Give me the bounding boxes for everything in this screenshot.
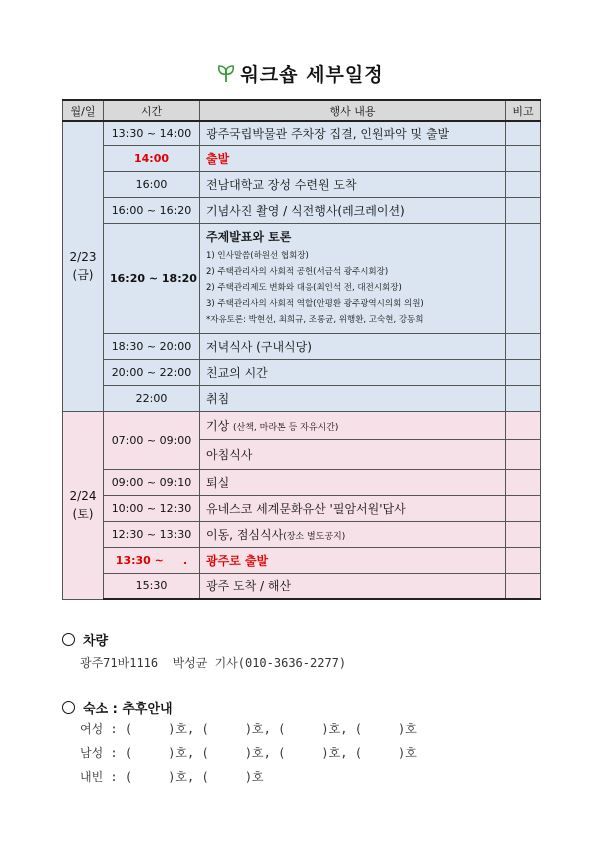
vehicle-detail: 광주71바1116 박성균 기사(010-3636-2277) bbox=[80, 656, 347, 670]
table-row: 16:00 ~ 16:20 기념사진 촬영 / 식전행사(레크레이션) bbox=[63, 197, 541, 223]
note-cell bbox=[506, 547, 541, 573]
note-cell bbox=[506, 521, 541, 547]
table-row: 15:30 광주 도착 / 해산 bbox=[63, 573, 541, 599]
note-cell bbox=[506, 121, 541, 145]
page-title: 워크숍 세부일정 bbox=[0, 60, 600, 87]
table-header bbox=[63, 100, 541, 121]
circle-bullet-icon bbox=[62, 701, 75, 714]
table-row: 16:20 ~ 18:20 주제발표와 토론 1) 인사말씀(하원선 협회장) 2) 주택관리사의 사회적 공헌(서금석 광주시회장) 2) 주택관리제도 변화와 대응(최인석 전, 대전시회장) 3) 주택관리사의 사회적 역할(안평환 광주광역시의회 의원) *자유토론: 박현선, 최희규, 조롱균, 위행환, 고숙현, 강동희 bbox=[63, 223, 541, 333]
date-cell-day1: 2/23 (금) bbox=[63, 121, 104, 411]
table-row: 2/23 (금) 13:30 ~ 14:00 광주국립박물관 주차장 집결, 인원파악 및 출발 bbox=[63, 121, 541, 145]
note-cell bbox=[506, 359, 541, 385]
table-row: 10:00 ~ 12:30 유네스코 세계문화유산 '필암서원'답사 bbox=[63, 495, 541, 521]
table-row: 2/24 (토) 07:00 ~ 09:00 기상 (산책, 마라톤 등 자유시간) bbox=[63, 411, 541, 439]
lodging-line-female: 여성 : ( )호, ( )호, ( )호, ( )호 bbox=[80, 722, 417, 736]
note-cell bbox=[506, 145, 541, 171]
note-cell bbox=[506, 439, 541, 469]
note-cell bbox=[506, 469, 541, 495]
note-cell bbox=[506, 495, 541, 521]
note-cell bbox=[506, 411, 541, 439]
note-cell bbox=[506, 333, 541, 359]
table-row: 18:30 ~ 20:00 저녁식사 (구내식당) bbox=[63, 333, 541, 359]
topic-cell: 주제발표와 토론 1) 인사말씀(하원선 협회장) 2) 주택관리사의 사회적 공헌(서금석 광주시회장) 2) 주택관리제도 변화와 대응(최인석 전, 대전시회장) 3) 주택관리사의 사회적 역할(안평환 광주광역시의회 의원) *자유토론: 박현선, 최희규, 조롱균, 위행환, 고숙현, 강동희 bbox=[200, 223, 506, 333]
table-row: 22:00 취침 bbox=[63, 385, 541, 411]
circle-bullet-icon bbox=[62, 633, 75, 646]
table-row: 16:00 전남대학교 장성 수련원 도착 bbox=[63, 171, 541, 197]
sprout-icon bbox=[216, 64, 236, 84]
lodging-line-guest: 내빈 : ( )호, ( )호 bbox=[80, 770, 264, 784]
table-row: 09:00 ~ 09:10 퇴실 bbox=[63, 469, 541, 495]
table-row: 20:00 ~ 22:00 친교의 시간 bbox=[63, 359, 541, 385]
note-cell bbox=[506, 385, 541, 411]
note-cell bbox=[506, 223, 541, 333]
note-cell bbox=[506, 197, 541, 223]
table-row: 아침식사 bbox=[63, 439, 541, 469]
table-row: 13:30 ~ . 광주로 출발 bbox=[63, 547, 541, 573]
schedule-table bbox=[62, 99, 541, 600]
vehicle-section: 차량 bbox=[62, 630, 108, 649]
lodging-section: 숙소 : 추후안내 bbox=[62, 698, 173, 717]
note-cell bbox=[506, 573, 541, 599]
date-cell-day2: 2/24 (토) bbox=[63, 411, 104, 599]
table-row: 14:00 출발 bbox=[63, 145, 541, 171]
header-event: 행사 내용 bbox=[200, 100, 506, 121]
note-cell bbox=[506, 171, 541, 197]
lodging-line-male: 남성 : ( )호, ( )호, ( )호, ( )호 bbox=[80, 746, 417, 760]
table-row: 12:30 ~ 13:30 이동, 점심식사(장소 별도공지) bbox=[63, 521, 541, 547]
header-note: 비고 bbox=[506, 100, 541, 121]
header-time: 시간 bbox=[104, 100, 200, 121]
header-date: 월/일 bbox=[63, 100, 104, 121]
